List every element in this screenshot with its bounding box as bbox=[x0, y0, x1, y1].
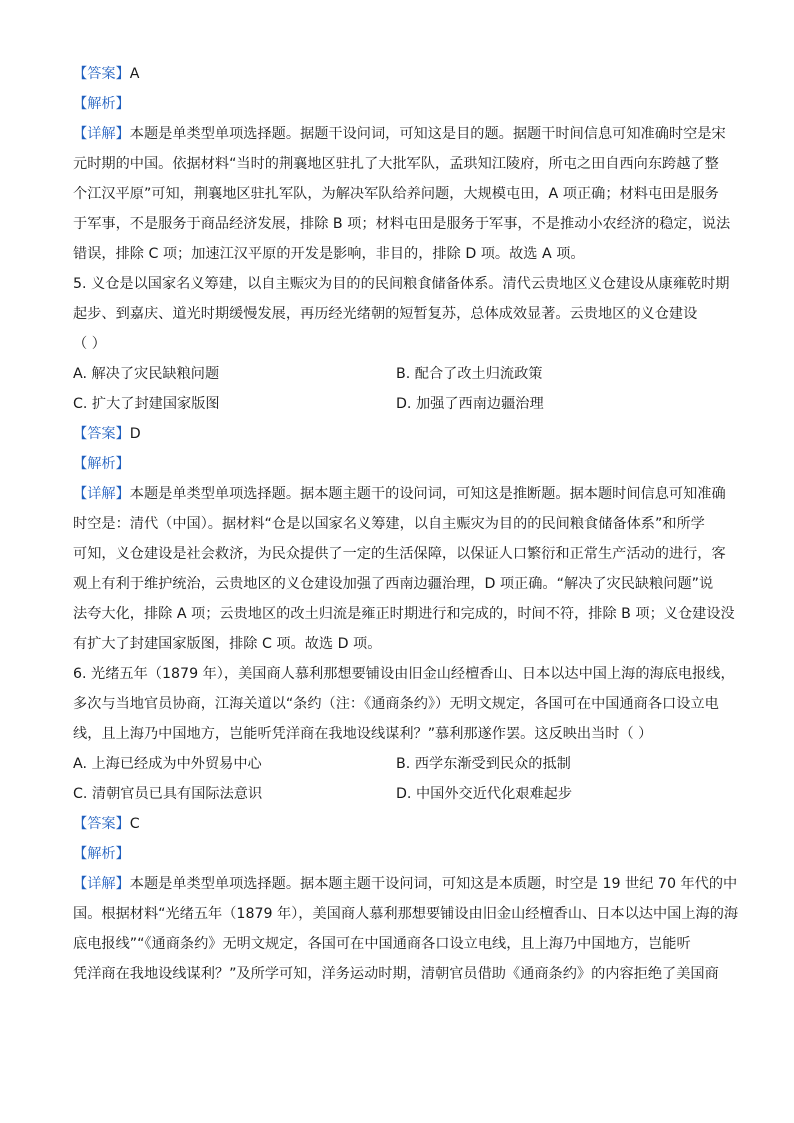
q6-analysis-heading bbox=[73, 839, 723, 869]
q6-stem-line: 线，且上海乃中国地方，岂能听凭洋商在我地设线谋利？”慕利那遂作罢。这反映出当时（ ） bbox=[73, 726, 653, 742]
q6-options-row bbox=[73, 779, 723, 809]
option-c: C. 扩大了封建国家版图 bbox=[73, 396, 220, 412]
option-b: B. 西学东渐受到民众的抵制 bbox=[396, 756, 571, 772]
q5-detail-line: 有扩大了封建国家版图，排除 C 项。故选 D 项。 bbox=[73, 636, 382, 652]
q5-answer bbox=[73, 419, 723, 449]
q6-detail-line: 【详解】本题是单类型单项选择题。据本题主题干设问词，可知这是本质题，时空是 19 世纪 70 年代的中 bbox=[73, 876, 738, 892]
q5-detail-line: 【详解】本题是单类型单项选择题。据本题主题干的设问词，可知这是推断题。据本题时间信息可知准确 bbox=[73, 486, 726, 502]
q6-options-row bbox=[73, 749, 723, 779]
q4-detail-line: 【详解】本题是单类型单项选择题。据题干设问词，可知这是目的题。据题干时间信息可知准确时空是宋 bbox=[73, 126, 726, 142]
q5-detail-line: 法夸大化，排除 A 项；云贵地区的改土归流是雍正时期进行和完成的，时间不符，排除 B 项；义仓建设没 bbox=[73, 606, 735, 622]
detail-tag: 【详解】 bbox=[73, 486, 130, 502]
option-a: A. 解决了灾民缺粮问题 bbox=[73, 366, 220, 382]
q4-answer bbox=[73, 59, 723, 89]
q5-options-row bbox=[73, 359, 723, 389]
option-d: D. 加强了西南边疆治理 bbox=[396, 396, 544, 412]
q6-detail-line: 国。根据材料“光绪五年（1879 年），美国商人慕利那想要铺设由旧金山经檀香山、日本以达中国上海的海 bbox=[73, 906, 739, 922]
q5-detail-line: 时空是：清代（中国）。据材料“仓是以国家名义筹建，以自主赈灾为目的的民间粮食储备体系”和所学 bbox=[73, 516, 705, 532]
q5-stem-line: 起步、到嘉庆、道光时期缓慢发展，再历经光绪朝的短暂复苏，总体成效显著。云贵地区的义仓建设 bbox=[73, 306, 698, 322]
document-page bbox=[73, 59, 739, 989]
q5-analysis-heading bbox=[73, 449, 723, 479]
option-d: D. 中国外交近代化艰难起步 bbox=[396, 786, 573, 802]
q5-stem-line: 5. 义仓是以国家名义筹建，以自主赈灾为目的的民间粮食储备体系。清代云贵地区义仓建设从康雍乾时期 bbox=[73, 276, 730, 292]
answer-value: D bbox=[129, 426, 141, 442]
option-c: C. 清朝官员已具有国际法意识 bbox=[73, 786, 263, 802]
q5-stem-line: （ ） bbox=[73, 336, 106, 352]
q4-detail-line: 元时期的中国。依据材料“当时的荆襄地区驻扎了大批军队，孟珙知江陵府，所屯之田自西向东跨越了整 bbox=[73, 156, 719, 172]
q5-options-row bbox=[73, 389, 723, 419]
analysis-tag: 【解析】 bbox=[73, 846, 130, 862]
q6-detail-line: 凭洋商在我地设线谋利？”及所学可知，洋务运动时期，清朝官员借助《通商条约》的内容拒绝了美国商 bbox=[73, 966, 719, 982]
answer-tag: 【答案】 bbox=[73, 816, 130, 832]
q6-stem-line: 多次与当地官员协商，江海关道以“条约（注：《通商条约》）无明文规定，各国可在中国通商各口设立电 bbox=[73, 696, 719, 712]
detail-tag: 【详解】 bbox=[73, 876, 130, 892]
analysis-tag: 【解析】 bbox=[73, 456, 130, 472]
detail-tag: 【详解】 bbox=[73, 126, 130, 142]
answer-value: A bbox=[129, 66, 140, 82]
answer-value: C bbox=[129, 816, 140, 832]
option-b: B. 配合了改土归流政策 bbox=[396, 366, 543, 382]
option-a: A. 上海已经成为中外贸易中心 bbox=[73, 756, 262, 772]
answer-tag: 【答案】 bbox=[73, 66, 130, 82]
q6-stem-line: 6. 光绪五年（1879 年），美国商人慕利那想要铺设由旧金山经檀香山、日本以达中国上海的海底电报线， bbox=[73, 666, 735, 682]
q5-detail-line: 可知，义仓建设是社会救济，为民众提供了一定的生活保障，以保证人口繁衍和正常生产活动的进行，客 bbox=[73, 546, 726, 562]
q5-detail-line: 观上有利于维护统治，云贵地区的义仓建设加强了西南边疆治理，D 项正确。“解决了灾民缺粮问题”说 bbox=[73, 576, 714, 592]
q4-detail-line: 于军事，不是服务于商品经济发展，排除 B 项；材料屯田是服务于军事，不是推动小农经济的稳定，说法 bbox=[73, 216, 731, 232]
q6-answer bbox=[73, 809, 723, 839]
q4-detail-line: 错误，排除 C 项；加速江汉平原的开发是影响，非目的，排除 D 项。故选 A 项。 bbox=[73, 246, 585, 262]
answer-tag: 【答案】 bbox=[73, 426, 130, 442]
q4-analysis-heading bbox=[73, 89, 723, 119]
analysis-tag: 【解析】 bbox=[73, 96, 130, 112]
q4-detail-line: 个江汉平原”可知，荆襄地区驻扎军队，为解决军队给养问题，大规模屯田，A 项正确；材料屯田是服务 bbox=[73, 186, 719, 202]
q6-detail-line: 底电报线”“《通商条约》无明文规定，各国可在中国通商各口设立电线，且上海乃中国地方，岂能听 bbox=[73, 936, 691, 952]
